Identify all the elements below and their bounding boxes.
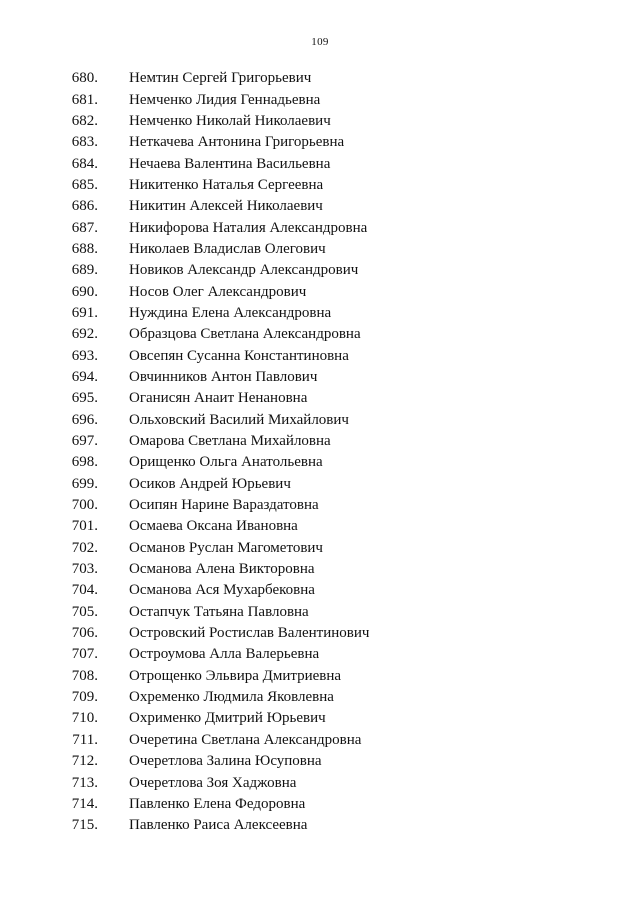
- entry-number: 694.: [71, 368, 98, 385]
- list-item: [0, 410, 640, 431]
- list-item: [0, 623, 640, 644]
- entry-number: 683.: [71, 134, 98, 151]
- entry-name: Николаев Владислав Олегович: [129, 240, 326, 257]
- entry-name: Осипян Нарине Вараздатовна: [129, 497, 319, 514]
- entry-name: Остапчук Татьяна Павловна: [129, 603, 309, 620]
- list-item: [0, 538, 640, 559]
- entry-number: 706.: [71, 625, 98, 642]
- list-item: [0, 68, 640, 89]
- entry-number: 707.: [71, 646, 98, 663]
- entry-number: 712.: [71, 753, 98, 770]
- entry-name: Носов Олег Александрович: [129, 283, 307, 300]
- entry-name: Оганисян Анаит Ненановна: [129, 390, 308, 407]
- entry-name: Остроумова Алла Валерьевна: [129, 646, 320, 663]
- entry-name: Никитенко Наталья Сергеевна: [129, 176, 324, 193]
- entry-number: 698.: [71, 454, 98, 471]
- entry-number: 708.: [71, 667, 98, 684]
- entry-name: Немченко Николай Николаевич: [129, 112, 331, 129]
- entry-number: 691.: [71, 304, 98, 321]
- list-item: [0, 516, 640, 537]
- list-item: [0, 281, 640, 302]
- entry-name: Павленко Елена Федоровна: [129, 795, 306, 812]
- entry-number: 686.: [71, 198, 98, 215]
- entry-number: 701.: [71, 518, 98, 535]
- entry-name: Немченко Лидия Геннадьевна: [129, 91, 321, 108]
- entry-number: 699.: [71, 475, 98, 492]
- entry-name: Островский Ростислав Валентинович: [129, 625, 370, 642]
- entry-number: 690.: [71, 283, 98, 300]
- list-item: [0, 751, 640, 772]
- list-item: [0, 153, 640, 174]
- entry-number: 700.: [71, 497, 98, 514]
- entry-name: Охременко Людмила Яковлевна: [129, 689, 334, 706]
- entry-name: Новиков Александр Александрович: [129, 262, 359, 279]
- entry-name: Османова Ася Мухарбековна: [129, 582, 315, 599]
- entry-number: 704.: [71, 582, 98, 599]
- entry-number: 687.: [71, 219, 98, 236]
- list-item: [0, 345, 640, 366]
- entry-name: Очеретина Светлана Александровна: [129, 731, 362, 748]
- entry-name: Омарова Светлана Михайловна: [129, 433, 331, 450]
- entry-number: 713.: [71, 774, 98, 791]
- list-item: [0, 772, 640, 793]
- list-item: [0, 666, 640, 687]
- list-item: [0, 367, 640, 388]
- entry-number: 703.: [71, 561, 98, 578]
- list-item: [0, 239, 640, 260]
- list-item: [0, 474, 640, 495]
- entry-number: 693.: [71, 347, 98, 364]
- entry-name: Образцова Светлана Александровна: [129, 326, 361, 343]
- entry-number: 688.: [71, 240, 98, 257]
- entry-name: Османова Алена Викторовна: [129, 561, 315, 578]
- list-item: [0, 559, 640, 580]
- entry-number: 681.: [71, 91, 98, 108]
- entry-name: Орищенко Ольга Анатольевна: [129, 454, 323, 471]
- entry-name: Овчинников Антон Павлович: [129, 368, 318, 385]
- entry-name: Осиков Андрей Юрьевич: [129, 475, 291, 492]
- list-item: [0, 303, 640, 324]
- entry-name: Немтин Сергей Григорьевич: [129, 70, 312, 87]
- entry-name: Овсепян Сусанна Константиновна: [129, 347, 349, 364]
- list-item: [0, 730, 640, 751]
- entry-name: Нечаева Валентина Васильевна: [129, 155, 331, 172]
- entry-name: Отрощенко Эльвира Дмитриевна: [129, 667, 342, 684]
- entry-number: 710.: [71, 710, 98, 727]
- entry-number: 715.: [71, 817, 98, 834]
- entry-name: Никифорова Наталия Александровна: [129, 219, 368, 236]
- entry-number: 711.: [72, 731, 98, 748]
- entry-number: 682.: [71, 112, 98, 129]
- entry-name: Неткачева Антонина Григорьевна: [129, 134, 345, 151]
- list-item: [0, 89, 640, 110]
- list-item: [0, 495, 640, 516]
- entry-number: 696.: [71, 411, 98, 428]
- list-item: [0, 175, 640, 196]
- entry-number: 702.: [71, 539, 98, 556]
- entry-number: 685.: [71, 176, 98, 193]
- entry-number: 697.: [71, 433, 98, 450]
- entry-number: 680.: [71, 70, 98, 87]
- list-item: [0, 687, 640, 708]
- entry-name: Осмаева Оксана Ивановна: [129, 518, 298, 535]
- list-item: [0, 644, 640, 665]
- name-list: [0, 68, 640, 836]
- entry-number: 695.: [71, 390, 98, 407]
- entry-number: 714.: [71, 795, 98, 812]
- entry-number: 692.: [71, 326, 98, 343]
- entry-name: Османов Руслан Магометович: [129, 539, 323, 556]
- list-item: [0, 708, 640, 729]
- list-item: [0, 431, 640, 452]
- entry-number: 684.: [71, 155, 98, 172]
- list-item: [0, 388, 640, 409]
- list-item: [0, 132, 640, 153]
- entry-name: Очеретлова Залина Юсуповна: [129, 753, 322, 770]
- list-item: [0, 580, 640, 601]
- entry-name: Охрименко Дмитрий Юрьевич: [129, 710, 326, 727]
- entry-name: Павленко Раиса Алексеевна: [129, 817, 308, 834]
- list-item: [0, 602, 640, 623]
- entry-name: Ольховский Василий Михайлович: [129, 411, 349, 428]
- entry-name: Никитин Алексей Николаевич: [129, 198, 323, 215]
- entry-number: 705.: [71, 603, 98, 620]
- page-number: 109: [311, 36, 329, 48]
- list-item: [0, 794, 640, 815]
- entry-number: 689.: [71, 262, 98, 279]
- list-item: [0, 217, 640, 238]
- list-item: [0, 452, 640, 473]
- list-item: [0, 260, 640, 281]
- list-item: [0, 111, 640, 132]
- list-item: [0, 324, 640, 345]
- list-item: [0, 815, 640, 836]
- list-item: [0, 196, 640, 217]
- entry-number: 709.: [71, 689, 98, 706]
- entry-name: Очеретлова Зоя Хаджовна: [129, 774, 297, 791]
- entry-name: Нуждина Елена Александровна: [129, 304, 332, 321]
